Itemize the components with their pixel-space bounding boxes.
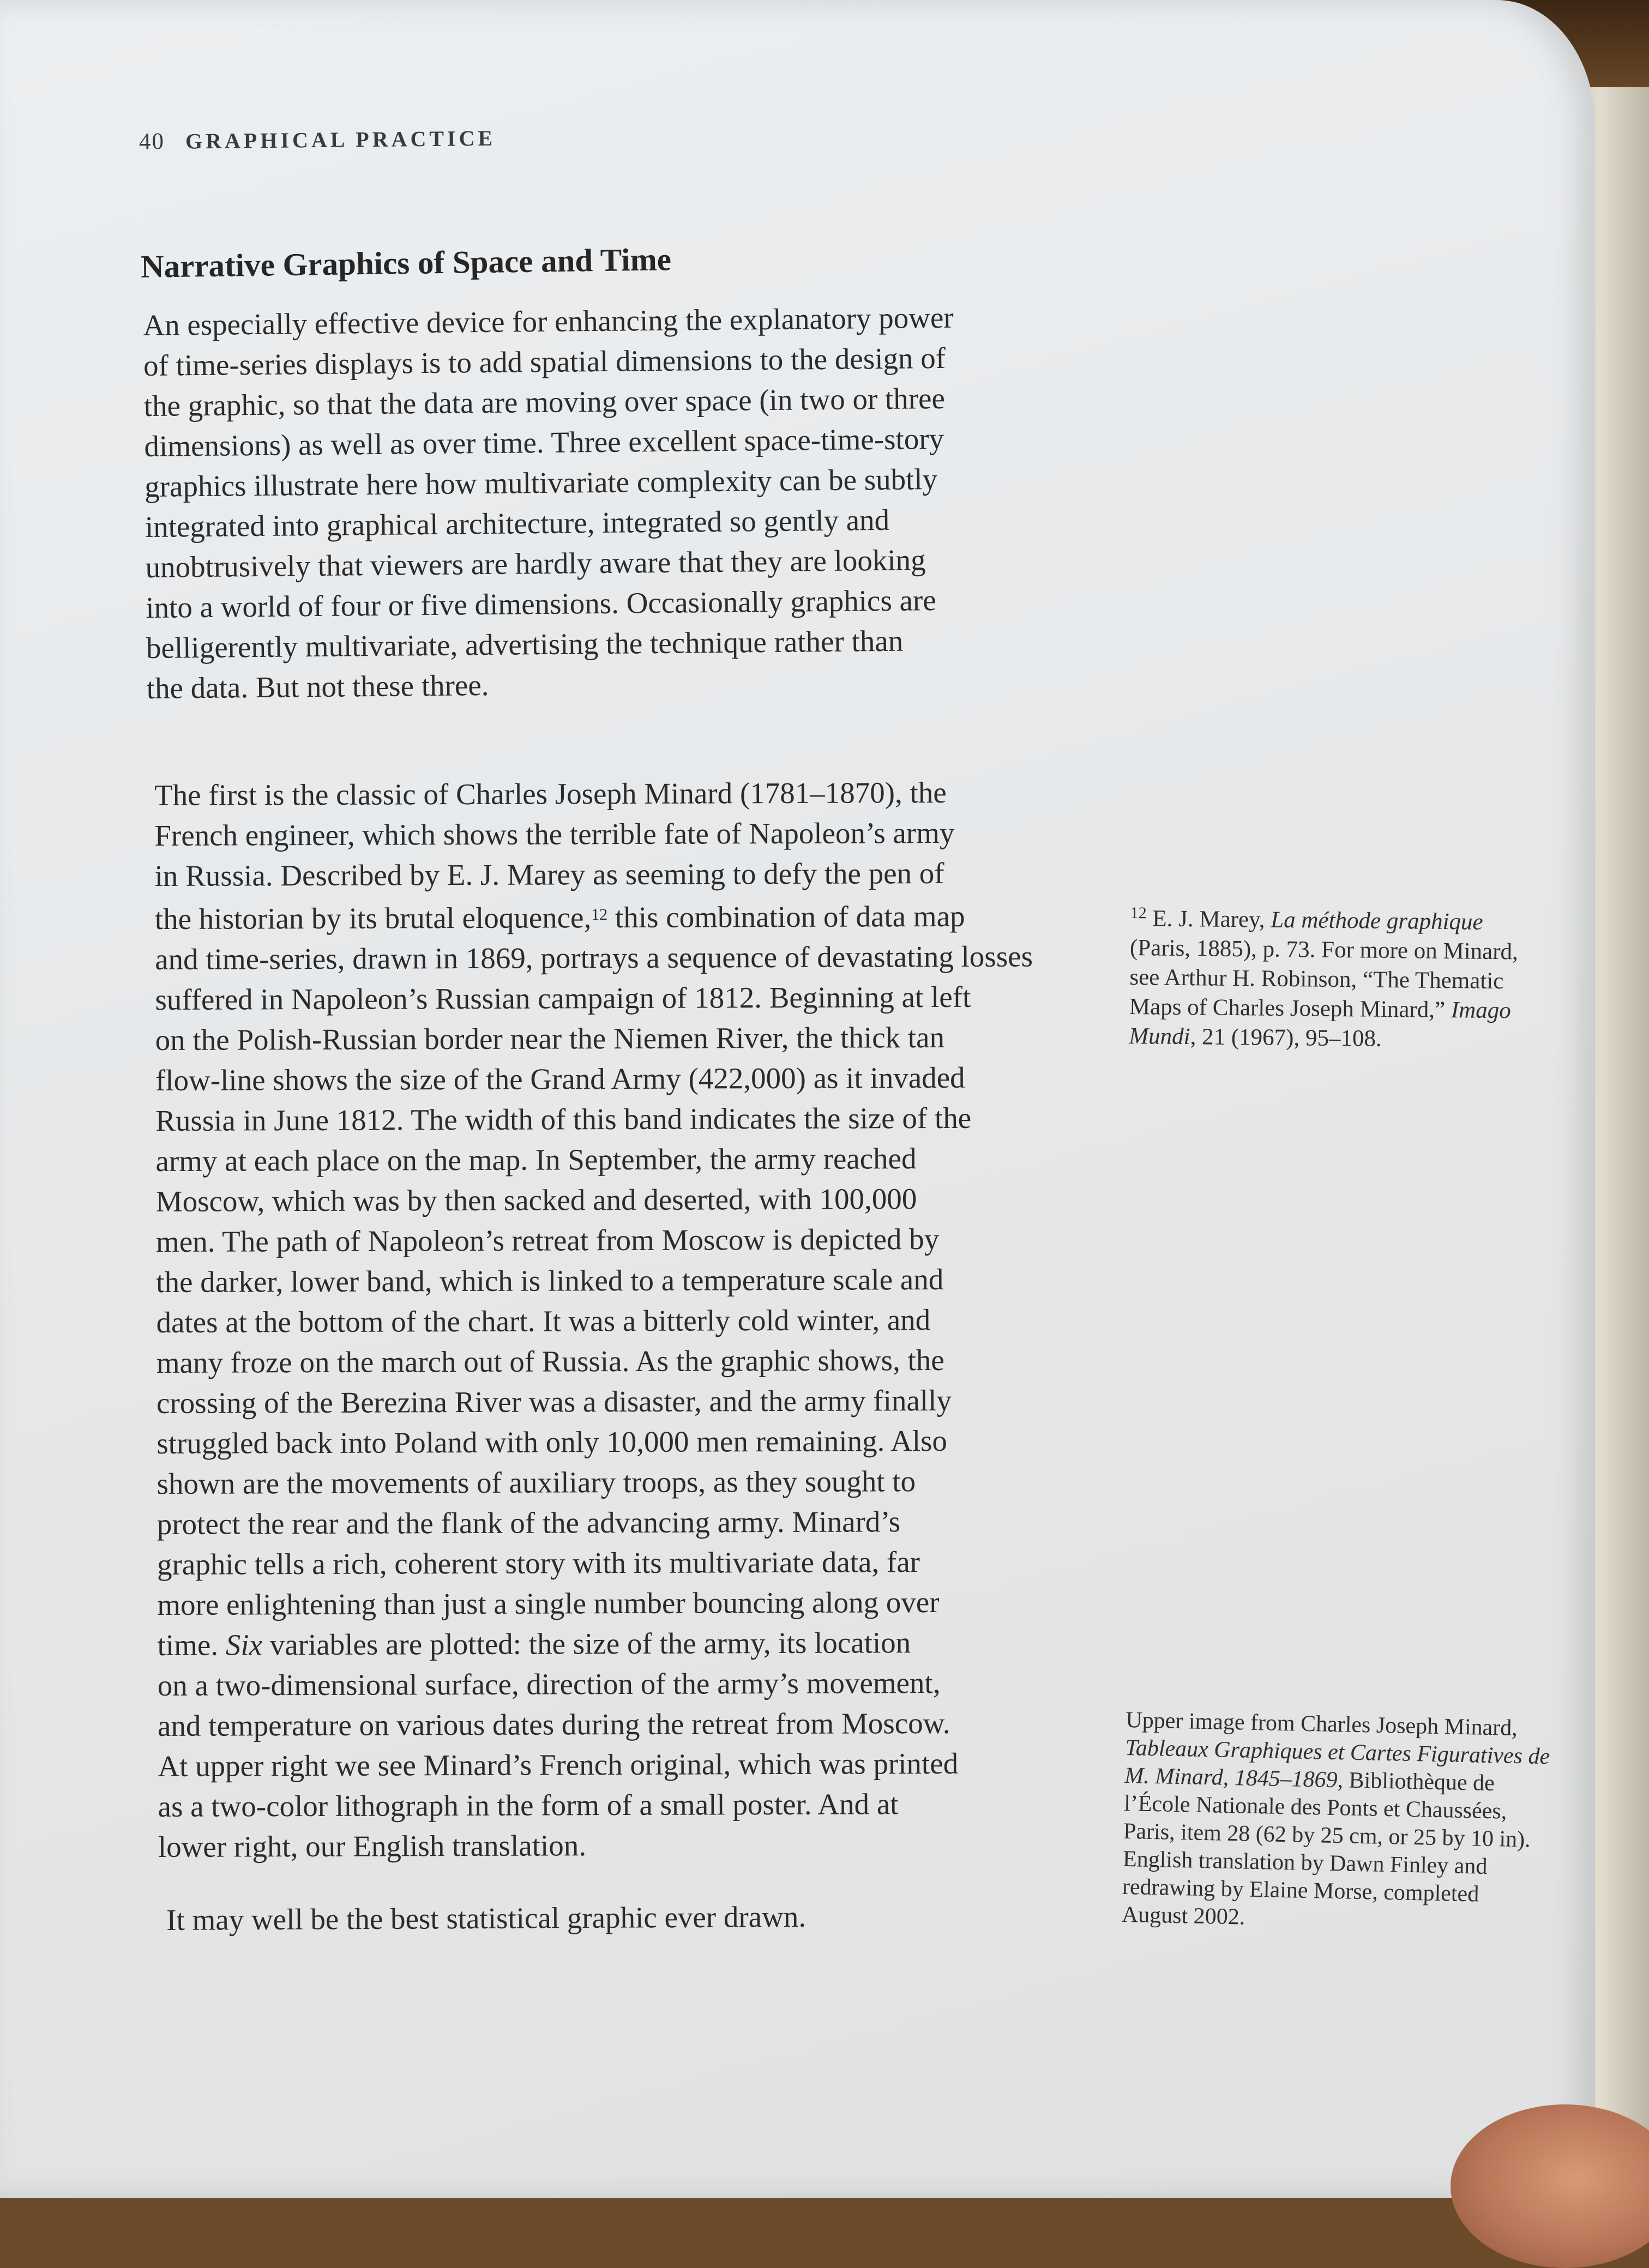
text-line: crossing of the Berezina River was a disaster, and the army finally: [156, 1383, 952, 1420]
caption-line: English translation by Dawn Finley and: [1122, 1846, 1488, 1879]
text-line: the data. But not these three.: [146, 668, 489, 705]
text-line: unobtrusively that viewers are hardly aware that they are looking: [145, 543, 926, 584]
footnote-reference[interactable]: 12: [591, 906, 608, 924]
text-line: French engineer, which shows the terrible fate of Napoleon’s army: [154, 816, 955, 852]
text-line: struggled back into Poland with only 10,000 men remaining. Also: [157, 1423, 948, 1460]
text-segment: Maps of Charles Joseph Minard,”: [1129, 993, 1452, 1023]
footnote-12: [1129, 898, 1556, 1055]
footnote-line: [1129, 992, 1555, 1026]
caption-line: l’École Nationale des Ponts et Chaussées,: [1123, 1790, 1507, 1824]
text-line: lower right, our English translation.: [158, 1829, 587, 1863]
emphasis-six: Six: [225, 1628, 263, 1662]
text-line: dimensions) as well as over time. Three excellent space-time-story: [144, 421, 944, 463]
text-lines-end: [158, 1662, 1085, 1867]
text-line: graphic tells a rich, coherent story with its multivariate data, far: [157, 1545, 920, 1581]
text-line: more enlightening than just a single number bouncing along over: [157, 1585, 940, 1621]
footnote-line: [1130, 898, 1556, 938]
section-heading: Narrative Graphics of Space and Time: [140, 241, 672, 285]
text-line: into a world of four or five dimensions. Occasionally graphics are: [146, 583, 937, 624]
text-line: and time-series, drawn in 1869, portrays a sequence of devastating losses: [155, 939, 1033, 976]
paragraph-intro: [143, 297, 1074, 709]
footnote-line: [1129, 1022, 1555, 1055]
book-title: La méthode graphique: [1271, 907, 1483, 935]
source-title: Tableaux Graphiques et Cartes Figuratives de: [1124, 1735, 1550, 1770]
text-line: graphics illustrate here how multivariate complexity can be subtly: [144, 462, 938, 503]
running-header: [139, 125, 496, 155]
running-title: GRAPHICAL PRACTICE: [185, 125, 496, 154]
text-line: of time-series displays is to add spatial dimensions to the design of: [143, 341, 946, 382]
caption-line: redrawing by Elaine Morse, completed: [1122, 1874, 1479, 1907]
text-line: shown are the movements of auxiliary troops, as they sought to: [157, 1464, 916, 1500]
text-line: belligerently multivariate, advertising the technique rather than: [146, 624, 904, 665]
text-segment: the historian by its brutal eloquence,: [154, 901, 592, 936]
text-line: as a two-color lithograph in the form of a small poster. And at: [158, 1787, 899, 1823]
text-line: on a two-dimensional surface, direction of the army’s movement,: [157, 1666, 941, 1702]
text-line: protect the rear and the flank of the advancing army. Minard’s: [157, 1505, 901, 1541]
text-segment: , 21 (1967), 95–108.: [1190, 1024, 1382, 1052]
footnote-number: 12: [1130, 903, 1147, 922]
text-line: men. The path of Napoleon’s retreat from Moscow is depicted by: [155, 1222, 940, 1258]
text-segment: time.: [157, 1628, 226, 1662]
text-line: The first is the classic of Charles Joseph Minard (1781–1870), the: [154, 775, 947, 812]
caption-line: August 2002.: [1121, 1902, 1245, 1930]
paragraph-minard: [154, 772, 1085, 1867]
text-segment: E. J. Marey,: [1146, 906, 1271, 933]
text-segment: this combination of data map: [607, 899, 965, 934]
text-line: in Russia. Described by E. J. Marey as seeming to defy the pen of: [154, 856, 944, 892]
page-number: 40: [139, 128, 165, 155]
text-line: army at each place on the map. In September, the army reached: [155, 1142, 917, 1178]
figure-caption: [1121, 1706, 1551, 1938]
text-line: An especially effective device for enhancing the explanatory power: [143, 300, 954, 342]
text-line: [157, 1622, 1084, 1666]
text-line: on the Polish-Russian border near the Niemen River, the thick tan: [155, 1020, 945, 1057]
text-line: the graphic, so that the data are moving over space (in two or three: [143, 381, 946, 423]
journal-title: Imago: [1451, 997, 1511, 1024]
journal-title: Mundi: [1129, 1023, 1190, 1050]
caption-line: Paris, item 28 (62 by 25 cm, or 25 by 10 in).: [1123, 1818, 1531, 1853]
text-line: suffered in Napoleon’s Russian campaign of 1812. Beginning at left: [155, 980, 971, 1016]
text-segment: , Bibliothèque de: [1337, 1768, 1495, 1796]
text-segment: variables are plotted: the size of the army, its location: [262, 1626, 911, 1662]
text-line: and temperature on various dates during the retreat from Moscow.: [157, 1706, 950, 1742]
text-lines-middle: [155, 936, 1084, 1625]
text-line: Moscow, which was by then sacked and deserted, with 100,000: [155, 1182, 917, 1218]
text-line: Russia in June 1812. The width of this band indicates the size of the: [155, 1101, 972, 1137]
text-line: many froze on the march out of Russia. As the graphic shows, the: [156, 1343, 944, 1379]
text-line: dates at the bottom of the chart. It was a bitterly cold winter, and: [156, 1303, 931, 1339]
text-line: the darker, lower band, which is linked to a temperature scale and: [156, 1262, 944, 1299]
source-title: M. Minard, 1845–1869: [1124, 1763, 1338, 1793]
text-line: flow-line shows the size of the Grand Army (422,000) as it invaded: [155, 1060, 965, 1097]
text-line: At upper right we see Minard’s French original, which was printed: [158, 1746, 959, 1783]
footnote-line: (Paris, 1885), p. 73. For more on Minard,: [1129, 934, 1519, 965]
paragraph-conclusion: It may well be the best statistical graphic ever drawn.: [166, 1899, 807, 1937]
text-line: integrated into graphical architecture, integrated so gently and: [145, 503, 890, 544]
footnote-line: see Arthur H. Robinson, “The Thematic: [1129, 964, 1504, 994]
caption-line: Upper image from Charles Joseph Minard,: [1125, 1707, 1518, 1741]
text-line: [155, 893, 1082, 939]
